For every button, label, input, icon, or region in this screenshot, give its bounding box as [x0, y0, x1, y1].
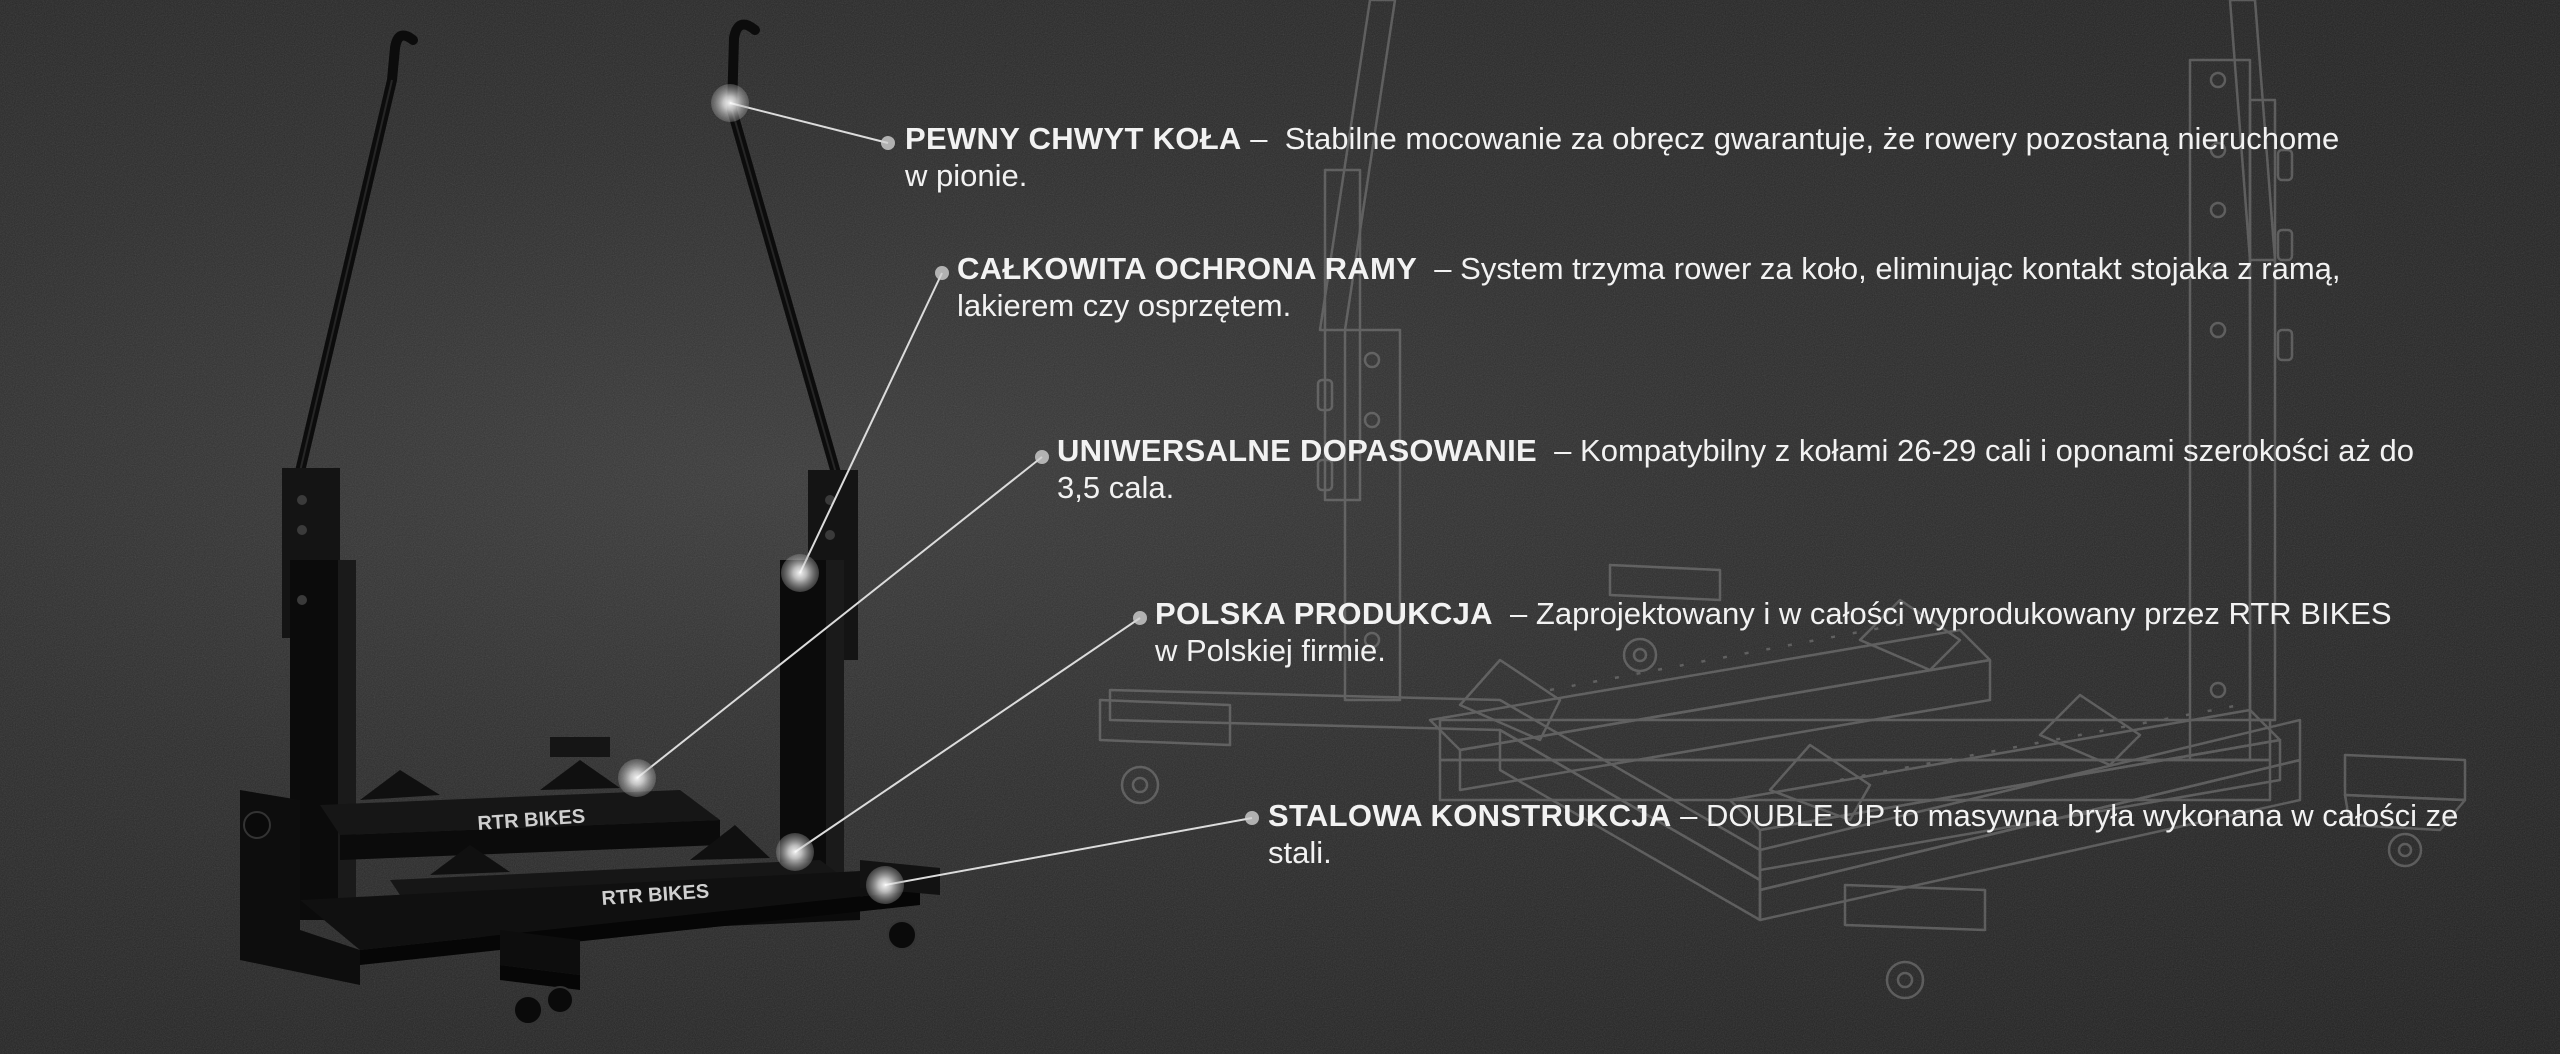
- feature-steel-construction: [1268, 797, 2468, 871]
- feature-description: System trzyma rower za koło, eliminując kontakt stojaka z ramą, lakierem czy osprzętem.: [957, 251, 2341, 323]
- feature-separator: –: [1417, 251, 1461, 286]
- feature-title: STALOWA KONSTRUKCJA: [1268, 798, 1672, 833]
- hotspot-steel-construction: [866, 866, 904, 904]
- brand-label-back: RTR BIKES: [476, 805, 586, 835]
- hotspot-polish-production: [776, 833, 814, 871]
- feature-title: UNIWERSALNE DOPASOWANIE: [1057, 433, 1537, 468]
- feature-universal-fit: [1057, 432, 2417, 506]
- hotspot-universal-fit: [618, 759, 656, 797]
- feature-title: CAŁKOWITA OCHRONA RAMY: [957, 251, 1418, 286]
- feature-description: Zaprojektowany i w całości wyprodukowany przez RTR BIKES w Polskiej firmie.: [1155, 596, 2392, 668]
- feature-description: DOUBLE UP to masywna bryła wykonana w całości ze stali.: [1268, 798, 2459, 870]
- feature-separator: –: [1671, 798, 1706, 833]
- feature-frame-protection: [957, 250, 2417, 324]
- feature-title: PEWNY CHWYT KOŁA: [905, 121, 1242, 156]
- feature-wheel-grip: [905, 120, 2345, 194]
- feature-polish-production: [1155, 595, 2415, 669]
- feature-description: Kompatybilny z kołami 26-29 cali i oponami szerokości aż do 3,5 cala.: [1057, 433, 2414, 505]
- feature-separator: –: [1536, 433, 1581, 468]
- feature-title: POLSKA PRODUKCJA: [1155, 596, 1493, 631]
- feature-separator: –: [1492, 596, 1536, 631]
- brand-label-front: RTR BIKES: [600, 880, 710, 910]
- hotspot-frame-protection: [781, 554, 819, 592]
- hotspot-wheel-grip: [711, 84, 749, 122]
- feature-description: Stabilne mocowanie za obręcz gwarantuje, że rowery pozostaną nieruchome w pionie.: [905, 121, 2340, 193]
- feature-separator: –: [1241, 121, 1285, 156]
